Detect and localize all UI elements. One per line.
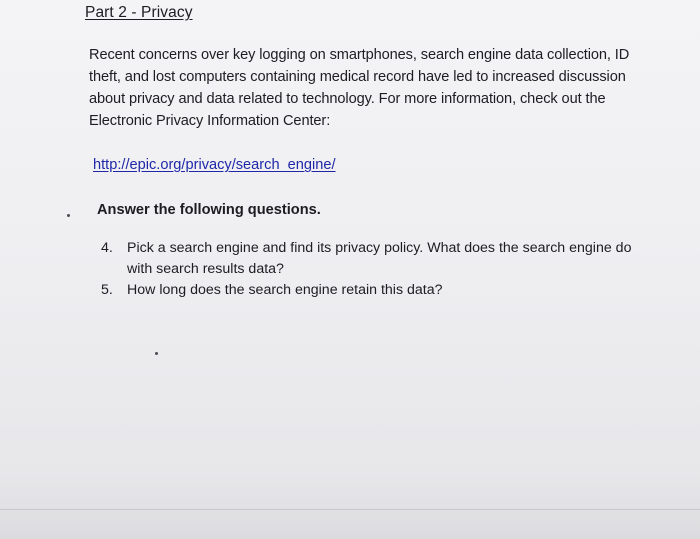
epic-privacy-link[interactable]: http://epic.org/privacy/search_engine/ [93,157,336,173]
question-text: How long does the search engine retain this data? [127,282,443,298]
intro-line: Electronic Privacy Information Center: [89,113,331,129]
question-list [101,238,631,301]
question-number: 5. [101,282,113,298]
page-divider [0,509,700,510]
intro-line: Recent concerns over key logging on smartphones, search engine data collection, ID [89,47,630,63]
question-item [101,238,631,280]
stray-mark [67,214,70,217]
intro-line: about privacy and data related to technology. For more information, check out the [89,91,606,107]
instructions-text: Answer the following questions. [97,202,321,218]
section-heading: Part 2 - Privacy [85,4,193,21]
intro-paragraph [89,44,695,132]
question-text: Pick a search engine and find its privacy policy. What does the search engine do [127,240,632,256]
stray-mark [155,352,158,355]
intro-line: theft, and lost computers containing medical record have led to increased discussion [89,69,626,85]
question-item [101,280,631,301]
question-number: 4. [101,240,113,256]
question-text: with search results data? [127,261,284,277]
